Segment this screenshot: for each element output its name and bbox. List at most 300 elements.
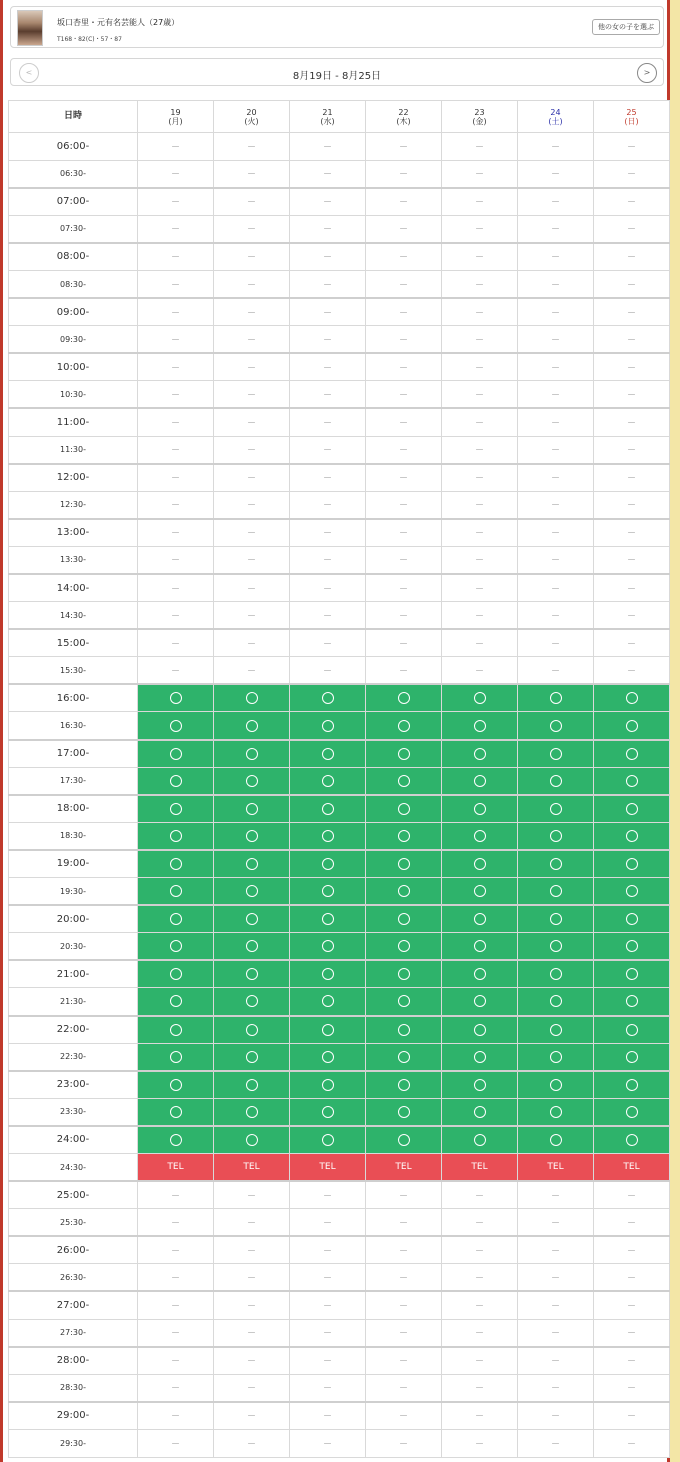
unavailable-slot: － — [594, 1347, 670, 1375]
unavailable-slot: － — [138, 188, 214, 216]
available-circle-icon — [246, 830, 258, 842]
available-slot[interactable] — [138, 878, 214, 906]
available-circle-icon — [170, 803, 182, 815]
time-slot-label: 06:00- — [9, 133, 138, 161]
available-slot[interactable] — [138, 960, 214, 988]
available-slot[interactable] — [518, 712, 594, 740]
available-slot[interactable] — [518, 684, 594, 712]
schedule-row — [9, 1126, 670, 1154]
unavailable-slot: － — [518, 436, 594, 464]
unavailable-slot: － — [442, 657, 518, 685]
unavailable-slot: － — [138, 1181, 214, 1209]
available-slot[interactable] — [290, 1016, 366, 1044]
available-slot[interactable] — [442, 988, 518, 1016]
unavailable-slot: － — [290, 546, 366, 574]
time-slot-label: 13:30- — [9, 546, 138, 574]
unavailable-slot: － — [290, 1291, 366, 1319]
available-circle-icon — [170, 775, 182, 787]
unavailable-slot: － — [290, 629, 366, 657]
available-circle-icon — [322, 858, 334, 870]
unavailable-slot: － — [138, 408, 214, 436]
available-circle-icon — [246, 692, 258, 704]
unavailable-slot: － — [366, 270, 442, 298]
unavailable-slot: － — [518, 1291, 594, 1319]
unavailable-slot: － — [594, 574, 670, 602]
available-circle-icon — [626, 995, 638, 1007]
schedule-row — [9, 905, 670, 933]
available-slot[interactable] — [214, 1126, 290, 1154]
available-slot[interactable] — [290, 960, 366, 988]
available-slot[interactable] — [442, 1071, 518, 1099]
time-slot-label: 24:00- — [9, 1126, 138, 1154]
available-slot[interactable] — [366, 988, 442, 1016]
unavailable-slot: － — [594, 602, 670, 630]
day-number: 20 — [246, 107, 257, 117]
available-circle-icon — [398, 1024, 410, 1036]
available-slot[interactable] — [290, 822, 366, 850]
unavailable-slot: － — [442, 1181, 518, 1209]
available-slot[interactable] — [442, 850, 518, 878]
available-slot[interactable] — [290, 1098, 366, 1126]
unavailable-slot: － — [366, 1319, 442, 1347]
unavailable-slot: － — [366, 160, 442, 188]
unavailable-slot: － — [214, 657, 290, 685]
time-slot-label: 27:00- — [9, 1291, 138, 1319]
schedule-row — [9, 188, 670, 216]
available-slot[interactable] — [594, 905, 670, 933]
time-slot-label: 18:30- — [9, 822, 138, 850]
available-circle-icon — [474, 1024, 486, 1036]
available-slot[interactable] — [290, 1126, 366, 1154]
available-slot[interactable] — [214, 1016, 290, 1044]
available-circle-icon — [322, 775, 334, 787]
unavailable-slot: － — [138, 1319, 214, 1347]
available-slot[interactable] — [366, 960, 442, 988]
available-slot[interactable] — [138, 712, 214, 740]
unavailable-slot: － — [214, 1374, 290, 1402]
unavailable-slot: － — [442, 629, 518, 657]
available-circle-icon — [322, 1106, 334, 1118]
available-slot[interactable] — [214, 684, 290, 712]
available-slot[interactable] — [366, 1071, 442, 1099]
available-circle-icon — [322, 995, 334, 1007]
available-slot[interactable] — [214, 1098, 290, 1126]
unavailable-slot: － — [442, 353, 518, 381]
day-header — [290, 101, 366, 133]
available-slot[interactable] — [518, 1071, 594, 1099]
available-slot[interactable] — [138, 933, 214, 961]
available-slot[interactable] — [594, 1098, 670, 1126]
time-slot-label: 24:30- — [9, 1153, 138, 1181]
available-slot[interactable] — [594, 933, 670, 961]
available-slot[interactable] — [138, 850, 214, 878]
tel-slot[interactable]: TEL — [518, 1153, 594, 1181]
day-weekday: (金) — [472, 116, 487, 126]
unavailable-slot: － — [290, 1374, 366, 1402]
time-slot-label: 07:00- — [9, 188, 138, 216]
unavailable-slot: － — [366, 353, 442, 381]
available-slot[interactable] — [138, 684, 214, 712]
available-slot[interactable] — [366, 905, 442, 933]
next-week-button[interactable]: > — [637, 63, 657, 83]
available-slot[interactable] — [518, 767, 594, 795]
unavailable-slot: － — [214, 326, 290, 354]
available-slot[interactable] — [442, 960, 518, 988]
available-slot[interactable] — [594, 1126, 670, 1154]
available-circle-icon — [550, 775, 562, 787]
tel-slot[interactable]: TEL — [214, 1153, 290, 1181]
available-slot[interactable] — [518, 878, 594, 906]
unavailable-slot: － — [366, 1236, 442, 1264]
available-circle-icon — [626, 830, 638, 842]
available-slot[interactable] — [442, 740, 518, 768]
available-slot[interactable] — [594, 878, 670, 906]
unavailable-slot: － — [290, 298, 366, 326]
available-slot[interactable] — [214, 905, 290, 933]
available-slot[interactable] — [138, 988, 214, 1016]
available-slot[interactable] — [518, 740, 594, 768]
choose-other-girl-button[interactable]: 他の女の子を選ぶ — [592, 19, 660, 35]
unavailable-slot: － — [594, 491, 670, 519]
available-circle-icon — [550, 913, 562, 925]
day-weekday: (火) — [244, 116, 259, 126]
tel-slot[interactable]: TEL — [442, 1153, 518, 1181]
schedule-row — [9, 602, 670, 630]
available-slot[interactable] — [518, 933, 594, 961]
available-slot[interactable] — [138, 1016, 214, 1044]
schedule-table — [8, 100, 670, 1458]
unavailable-slot: － — [518, 519, 594, 547]
available-slot[interactable] — [366, 1098, 442, 1126]
available-slot[interactable] — [214, 850, 290, 878]
unavailable-slot: － — [442, 408, 518, 436]
available-slot[interactable] — [366, 850, 442, 878]
available-slot[interactable] — [518, 960, 594, 988]
unavailable-slot: － — [518, 160, 594, 188]
unavailable-slot: － — [442, 1319, 518, 1347]
available-circle-icon — [398, 803, 410, 815]
time-slot-label: 27:30- — [9, 1319, 138, 1347]
unavailable-slot: － — [366, 1209, 442, 1237]
available-circle-icon — [474, 858, 486, 870]
available-circle-icon — [322, 1134, 334, 1146]
unavailable-slot: － — [138, 1347, 214, 1375]
unavailable-slot: － — [366, 1181, 442, 1209]
available-slot[interactable] — [214, 933, 290, 961]
unavailable-slot: － — [138, 1236, 214, 1264]
available-slot[interactable] — [442, 684, 518, 712]
available-slot[interactable] — [138, 795, 214, 823]
available-slot[interactable] — [594, 822, 670, 850]
available-slot[interactable] — [290, 795, 366, 823]
available-slot[interactable] — [594, 740, 670, 768]
available-slot[interactable] — [594, 1043, 670, 1071]
day-header — [518, 101, 594, 133]
tel-slot[interactable]: TEL — [594, 1153, 670, 1181]
available-circle-icon — [246, 775, 258, 787]
available-slot[interactable] — [518, 1043, 594, 1071]
available-circle-icon — [474, 720, 486, 732]
schedule-row — [9, 988, 670, 1016]
unavailable-slot: － — [138, 574, 214, 602]
profile-photo[interactable] — [17, 10, 43, 46]
unavailable-slot: － — [138, 326, 214, 354]
unavailable-slot: － — [290, 133, 366, 161]
unavailable-slot: － — [214, 1429, 290, 1457]
schedule-row — [9, 1071, 670, 1099]
unavailable-slot: － — [518, 1429, 594, 1457]
unavailable-slot: － — [214, 1402, 290, 1430]
available-circle-icon — [474, 1079, 486, 1091]
unavailable-slot: － — [214, 188, 290, 216]
available-slot[interactable] — [518, 905, 594, 933]
available-circle-icon — [550, 830, 562, 842]
day-weekday: (月) — [168, 116, 183, 126]
time-slot-label: 14:00- — [9, 574, 138, 602]
tel-slot[interactable]: TEL — [290, 1153, 366, 1181]
available-circle-icon — [170, 913, 182, 925]
available-slot[interactable] — [366, 878, 442, 906]
available-slot[interactable] — [138, 740, 214, 768]
day-header — [594, 101, 670, 133]
unavailable-slot: － — [138, 602, 214, 630]
available-circle-icon — [170, 692, 182, 704]
available-slot[interactable] — [442, 795, 518, 823]
available-slot[interactable] — [138, 1098, 214, 1126]
available-circle-icon — [550, 1106, 562, 1118]
available-slot[interactable] — [366, 822, 442, 850]
time-slot-label: 25:30- — [9, 1209, 138, 1237]
available-slot[interactable] — [290, 1071, 366, 1099]
available-slot[interactable] — [138, 1071, 214, 1099]
datetime-header: 日時 — [9, 101, 138, 133]
available-slot[interactable] — [518, 795, 594, 823]
available-slot[interactable] — [214, 822, 290, 850]
available-circle-icon — [322, 940, 334, 952]
available-circle-icon — [246, 803, 258, 815]
time-slot-label: 17:30- — [9, 767, 138, 795]
schedule-row — [9, 1264, 670, 1292]
available-slot[interactable] — [442, 933, 518, 961]
available-circle-icon — [550, 995, 562, 1007]
unavailable-slot: － — [214, 1264, 290, 1292]
unavailable-slot: － — [214, 270, 290, 298]
available-slot[interactable] — [290, 850, 366, 878]
available-slot[interactable] — [214, 795, 290, 823]
unavailable-slot: － — [442, 1347, 518, 1375]
available-slot[interactable] — [594, 1016, 670, 1044]
available-slot[interactable] — [442, 1098, 518, 1126]
available-slot[interactable] — [518, 1016, 594, 1044]
unavailable-slot: － — [290, 1319, 366, 1347]
available-slot[interactable] — [214, 1071, 290, 1099]
schedule-row — [9, 436, 670, 464]
available-slot[interactable] — [518, 850, 594, 878]
available-circle-icon — [550, 858, 562, 870]
time-slot-label: 09:00- — [9, 298, 138, 326]
available-circle-icon — [398, 1106, 410, 1118]
schedule-row — [9, 1347, 670, 1375]
tel-slot[interactable]: TEL — [138, 1153, 214, 1181]
unavailable-slot: － — [138, 160, 214, 188]
tel-slot[interactable]: TEL — [366, 1153, 442, 1181]
available-slot[interactable] — [594, 767, 670, 795]
available-slot[interactable] — [290, 878, 366, 906]
available-slot[interactable] — [518, 1098, 594, 1126]
unavailable-slot: － — [518, 657, 594, 685]
time-slot-label: 23:00- — [9, 1071, 138, 1099]
available-slot[interactable] — [366, 933, 442, 961]
unavailable-slot: － — [214, 215, 290, 243]
unavailable-slot: － — [366, 1374, 442, 1402]
available-slot[interactable] — [290, 1043, 366, 1071]
unavailable-slot: － — [214, 602, 290, 630]
day-number: 19 — [170, 107, 181, 117]
available-slot[interactable] — [290, 712, 366, 740]
unavailable-slot: － — [594, 188, 670, 216]
available-circle-icon — [170, 830, 182, 842]
unavailable-slot: － — [442, 602, 518, 630]
unavailable-slot: － — [138, 133, 214, 161]
unavailable-slot: － — [138, 353, 214, 381]
available-circle-icon — [398, 940, 410, 952]
unavailable-slot: － — [518, 464, 594, 492]
available-slot[interactable] — [518, 822, 594, 850]
available-slot[interactable] — [366, 684, 442, 712]
unavailable-slot: － — [442, 1236, 518, 1264]
available-slot[interactable] — [442, 712, 518, 740]
unavailable-slot: － — [214, 1319, 290, 1347]
available-circle-icon — [626, 748, 638, 760]
available-circle-icon — [474, 1106, 486, 1118]
available-slot[interactable] — [290, 933, 366, 961]
available-slot[interactable] — [442, 1126, 518, 1154]
unavailable-slot: － — [366, 1429, 442, 1457]
available-slot[interactable] — [214, 988, 290, 1016]
available-slot[interactable] — [594, 960, 670, 988]
available-slot[interactable] — [366, 1016, 442, 1044]
available-circle-icon — [246, 1079, 258, 1091]
available-slot[interactable] — [518, 988, 594, 1016]
available-slot[interactable] — [366, 1126, 442, 1154]
available-slot[interactable] — [594, 1071, 670, 1099]
available-slot[interactable] — [290, 767, 366, 795]
day-number: 21 — [322, 107, 333, 117]
available-circle-icon — [322, 803, 334, 815]
available-circle-icon — [626, 775, 638, 787]
unavailable-slot: － — [518, 574, 594, 602]
schedule-row — [9, 1209, 670, 1237]
unavailable-slot: － — [290, 326, 366, 354]
available-circle-icon — [398, 1134, 410, 1146]
unavailable-slot: － — [442, 1264, 518, 1292]
available-circle-icon — [322, 1051, 334, 1063]
unavailable-slot: － — [518, 1264, 594, 1292]
available-slot[interactable] — [518, 1126, 594, 1154]
available-slot[interactable] — [214, 767, 290, 795]
available-slot[interactable] — [442, 1016, 518, 1044]
available-circle-icon — [474, 913, 486, 925]
unavailable-slot: － — [518, 326, 594, 354]
unavailable-slot: － — [290, 1236, 366, 1264]
available-slot[interactable] — [442, 822, 518, 850]
available-circle-icon — [398, 830, 410, 842]
unavailable-slot: － — [366, 1264, 442, 1292]
prev-week-button[interactable]: < — [19, 63, 39, 83]
available-slot[interactable] — [138, 1043, 214, 1071]
available-slot[interactable] — [214, 878, 290, 906]
available-circle-icon — [246, 995, 258, 1007]
unavailable-slot: － — [442, 381, 518, 409]
available-slot[interactable] — [442, 878, 518, 906]
schedule-row — [9, 822, 670, 850]
available-slot[interactable] — [594, 684, 670, 712]
available-circle-icon — [246, 913, 258, 925]
unavailable-slot: － — [594, 270, 670, 298]
unavailable-slot: － — [442, 160, 518, 188]
available-slot[interactable] — [594, 988, 670, 1016]
available-slot[interactable] — [442, 767, 518, 795]
unavailable-slot: － — [518, 133, 594, 161]
available-slot[interactable] — [442, 905, 518, 933]
day-number: 22 — [398, 107, 409, 117]
available-slot[interactable] — [594, 795, 670, 823]
schedule-row — [9, 850, 670, 878]
available-circle-icon — [170, 748, 182, 760]
available-slot[interactable] — [214, 712, 290, 740]
available-slot[interactable] — [138, 767, 214, 795]
time-slot-label: 19:00- — [9, 850, 138, 878]
unavailable-slot: － — [214, 436, 290, 464]
available-slot[interactable] — [290, 740, 366, 768]
schedule-row — [9, 1429, 670, 1457]
unavailable-slot: － — [214, 1291, 290, 1319]
available-slot[interactable] — [442, 1043, 518, 1071]
unavailable-slot: － — [138, 1291, 214, 1319]
schedule-row — [9, 326, 670, 354]
unavailable-slot: － — [442, 1402, 518, 1430]
available-slot[interactable] — [214, 960, 290, 988]
unavailable-slot: － — [366, 1402, 442, 1430]
available-slot[interactable] — [594, 850, 670, 878]
available-slot[interactable] — [290, 905, 366, 933]
available-slot[interactable] — [214, 740, 290, 768]
available-slot[interactable] — [366, 795, 442, 823]
available-slot[interactable] — [594, 712, 670, 740]
available-slot[interactable] — [366, 740, 442, 768]
available-circle-icon — [550, 968, 562, 980]
unavailable-slot: － — [290, 464, 366, 492]
available-slot[interactable] — [138, 905, 214, 933]
available-slot[interactable] — [366, 767, 442, 795]
available-circle-icon — [398, 995, 410, 1007]
available-slot[interactable] — [366, 1043, 442, 1071]
available-circle-icon — [626, 1079, 638, 1091]
time-slot-label: 14:30- — [9, 602, 138, 630]
unavailable-slot: － — [290, 436, 366, 464]
time-slot-label: 07:30- — [9, 215, 138, 243]
available-slot[interactable] — [290, 988, 366, 1016]
available-slot[interactable] — [138, 1126, 214, 1154]
available-circle-icon — [474, 1051, 486, 1063]
available-slot[interactable] — [214, 1043, 290, 1071]
unavailable-slot: － — [290, 1181, 366, 1209]
unavailable-slot: － — [214, 1236, 290, 1264]
available-slot[interactable] — [366, 712, 442, 740]
schedule-row — [9, 1098, 670, 1126]
available-slot[interactable] — [138, 822, 214, 850]
available-slot[interactable] — [290, 684, 366, 712]
